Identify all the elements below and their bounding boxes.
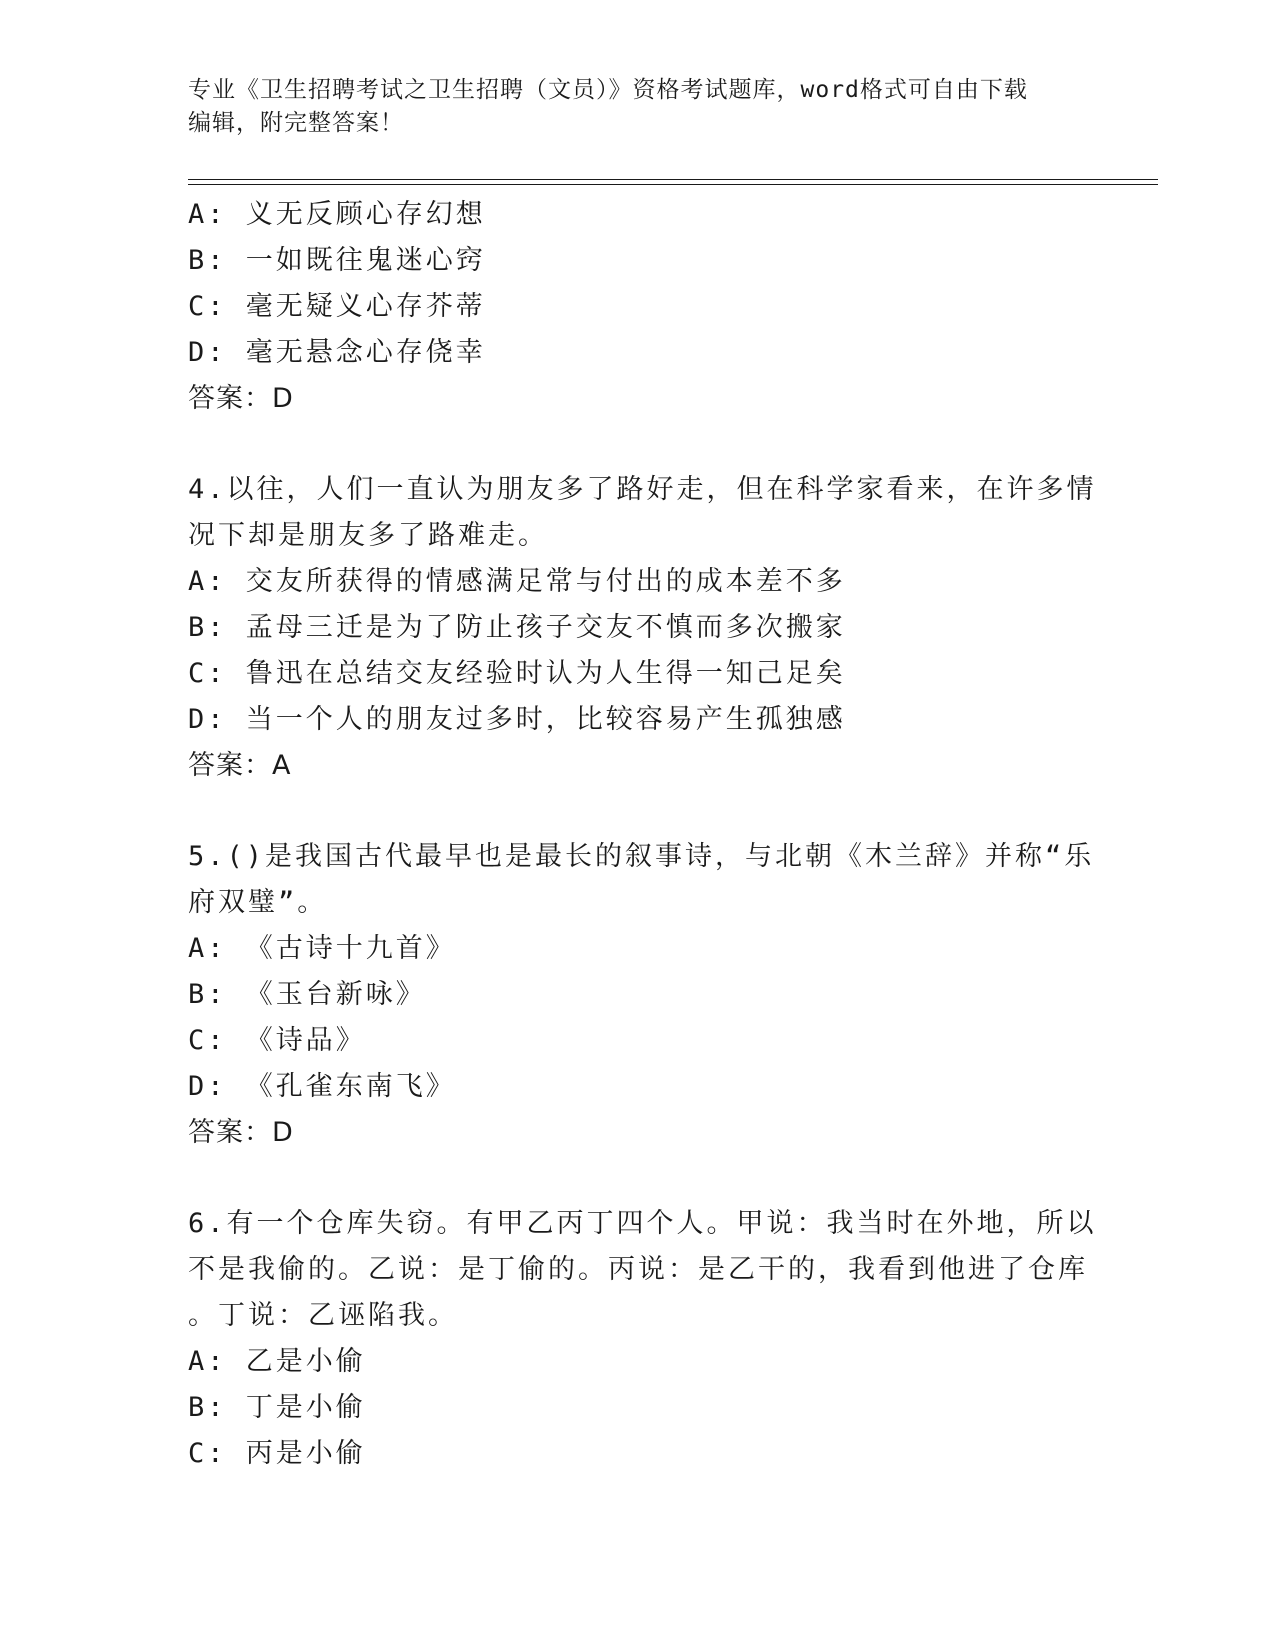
question-stem-line: 不是我偷的。乙说：是丁偷的。丙说：是乙干的，我看到他进了仓库: [188, 1254, 1088, 1285]
option-b: B: 丁是小偷: [188, 1392, 366, 1423]
answer-line: 答案：D: [188, 383, 294, 414]
option-c: C: 鲁迅在总结交友经验时认为人生得一知己足矣: [188, 658, 846, 689]
question-stem-line: 5.()是我国古代最早也是最长的叙事诗，与北朝《木兰辞》并称“乐: [188, 841, 1095, 872]
answer-line: 答案：A: [188, 750, 292, 781]
option-b: B: 一如既往鬼迷心窍: [188, 245, 486, 276]
question-stem-line: 。丁说：乙诬陷我。: [188, 1300, 458, 1331]
header-rule-bottom: [188, 184, 1158, 185]
question-stem-line: 府双璧”。: [188, 887, 328, 918]
question-stem-line: 4.以往，人们一直认为朋友多了路好走，但在科学家看来，在许多情: [188, 474, 1097, 505]
question-spacer: [188, 1156, 1088, 1201]
question-5: [188, 834, 1095, 1156]
option-d: D: 当一个人的朋友过多时，比较容易产生孤独感: [188, 704, 846, 735]
question-4: [188, 467, 1097, 789]
question-spacer: [188, 422, 1088, 467]
header-line-1: 专业《卫生招聘考试之卫生招聘（文员）》资格考试题库，word格式可自由下载: [188, 77, 1028, 103]
option-a: A: 义无反顾心存幻想: [188, 199, 486, 230]
question-3: [188, 192, 1088, 422]
option-c: C: 毫无疑义心存芥蒂: [188, 291, 486, 322]
option-c: C: 《诗品》: [188, 1025, 366, 1056]
question-6: [188, 1201, 1097, 1477]
answer-line: 答案：D: [188, 1117, 294, 1148]
option-a: A: 交友所获得的情感满足常与付出的成本差不多: [188, 566, 846, 597]
document-header: [188, 74, 1088, 140]
option-b: B: 孟母三迁是为了防止孩子交友不慎而多次搬家: [188, 612, 846, 643]
question-stem-line: 6.有一个仓库失窃。有甲乙丙丁四个人。甲说：我当时在外地，所以: [188, 1208, 1097, 1239]
header-line-2: 编辑，附完整答案！: [188, 110, 404, 136]
header-rule-top: [188, 179, 1158, 180]
option-a: A: 《古诗十九首》: [188, 933, 456, 964]
option-d: D: 毫无悬念心存侥幸: [188, 337, 486, 368]
option-d: D: 《孔雀东南飞》: [188, 1071, 456, 1102]
option-b: B: 《玉台新咏》: [188, 979, 426, 1010]
option-c: C: 丙是小偷: [188, 1438, 366, 1469]
question-spacer: [188, 789, 1088, 834]
question-list: [188, 192, 1097, 1477]
option-a: A: 乙是小偷: [188, 1346, 366, 1377]
question-stem-line: 况下却是朋友多了路难走。: [188, 520, 548, 551]
